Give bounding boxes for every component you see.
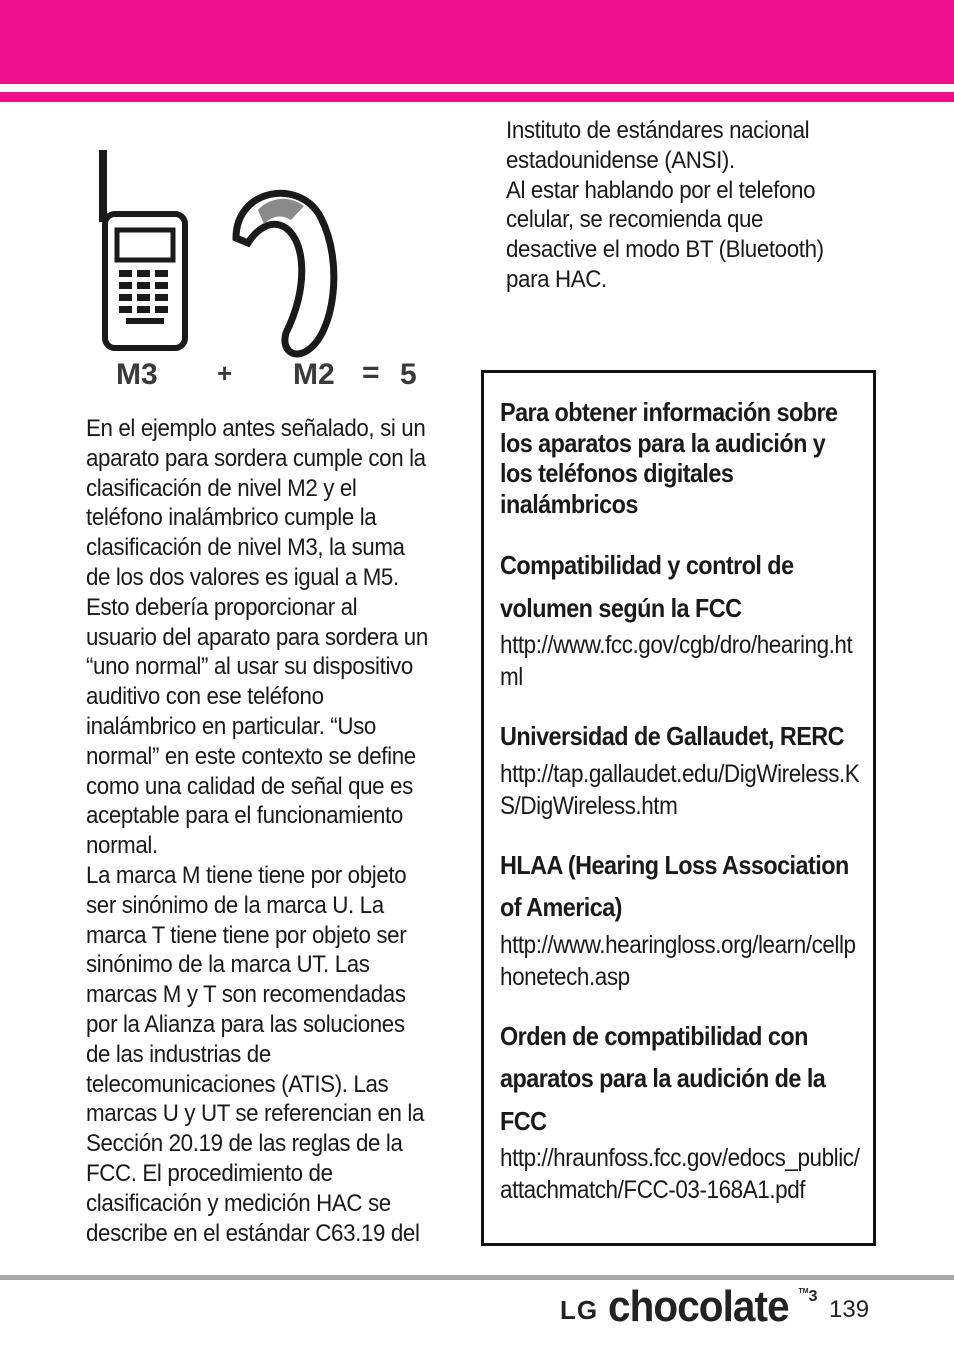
- resource-title: Universidad de Gallaudet, RERC: [500, 721, 844, 751]
- resource-title: Orden de compatibilidad con aparatos para la audición de la FCC: [500, 1020, 826, 1136]
- resource-url[interactable]: http://hraunfoss.fcc.gov/edocs_public/attachmatch/FCC-03-168A1.pdf: [500, 1144, 860, 1204]
- brand-lg: LG: [560, 1295, 599, 1325]
- resource-entry: [500, 544, 860, 693]
- resources-box: [481, 370, 876, 1246]
- body-paragraph: En el ejemplo antes señalado, si un aparato para sordera cumple con la clasificación de nivel M2 y el teléfono inalámbrico cumple la clasificación de nivel M3, la suma de los dos valores es igual a M5. Esto debería proporcionar al usuario del aparato para sordera un “uno normal” al usar su dispositivo auditivo con ese teléfono inalámbrico en particular. “Uso normal” en este contexto se define como una calidad de señal que es aceptable para el funcionamiento normal.: [86, 415, 428, 860]
- footer-rule: [0, 1275, 954, 1280]
- resource-title: Compatibilidad y control de volumen según la FCC: [500, 550, 794, 623]
- sum-rating-label: 5: [400, 358, 417, 391]
- brand-logo: [560, 1282, 818, 1332]
- equals-sign: =: [362, 356, 380, 389]
- phone-rating-label: M3: [116, 358, 158, 391]
- left-column: [86, 414, 432, 1248]
- body-paragraph: Instituto de estándares nacional estadounidense (ANSI).: [506, 117, 810, 174]
- resource-entry: [500, 715, 860, 822]
- resource-title: HLAA (Hearing Loss Association of America): [500, 849, 849, 922]
- brand-superscript: [799, 1288, 818, 1306]
- brand-version: 3: [808, 1288, 818, 1305]
- resources-box-title: Para obtener información sobre los aparatos para la audición y los teléfonos digitales inalámbricos: [500, 397, 838, 519]
- plus-sign: +: [217, 358, 233, 388]
- body-paragraph: Al estar hablando por el telefono celular, se recomienda que desactive el modo BT (Bluetooth) para HAC.: [506, 176, 824, 293]
- resource-entry: [500, 1015, 860, 1207]
- resource-url[interactable]: http://www.hearingloss.org/learn/cellphonetech.asp: [500, 930, 856, 991]
- phone-icon: [99, 150, 185, 348]
- hearing-aid-icon: [236, 193, 334, 354]
- aid-rating-label: M2: [293, 358, 335, 391]
- hac-rating-illustration: [86, 138, 431, 400]
- right-column-text: [506, 116, 841, 295]
- resource-entry: [500, 844, 860, 993]
- brand-tm: TM: [798, 1288, 809, 1295]
- header-rule: [0, 92, 954, 102]
- brand-name: chocolate: [608, 1282, 789, 1331]
- body-paragraph: La marca M tiene tiene por objeto ser sinónimo de la marca U. La marca T tiene tiene por objeto ser sinónimo de la marca UT. Las marcas M y T son recomendadas por la Alianza para las soluciones de las industrias de telecomunicaciones (ATIS). Las marcas U y UT se referencian en la Sección 20.19 de las reglas de la FCC. El procedimiento de clasificación y medición HAC se describe en el estándar C63.19 del: [86, 861, 425, 1247]
- page-number: 139: [829, 1296, 870, 1323]
- header-bar: [0, 0, 954, 84]
- resource-url[interactable]: http://www.fcc.gov/cgb/dro/hearing.html: [500, 631, 853, 691]
- resource-url[interactable]: http://tap.gallaudet.edu/DigWireless.KS/DigWireless.htm: [500, 759, 860, 820]
